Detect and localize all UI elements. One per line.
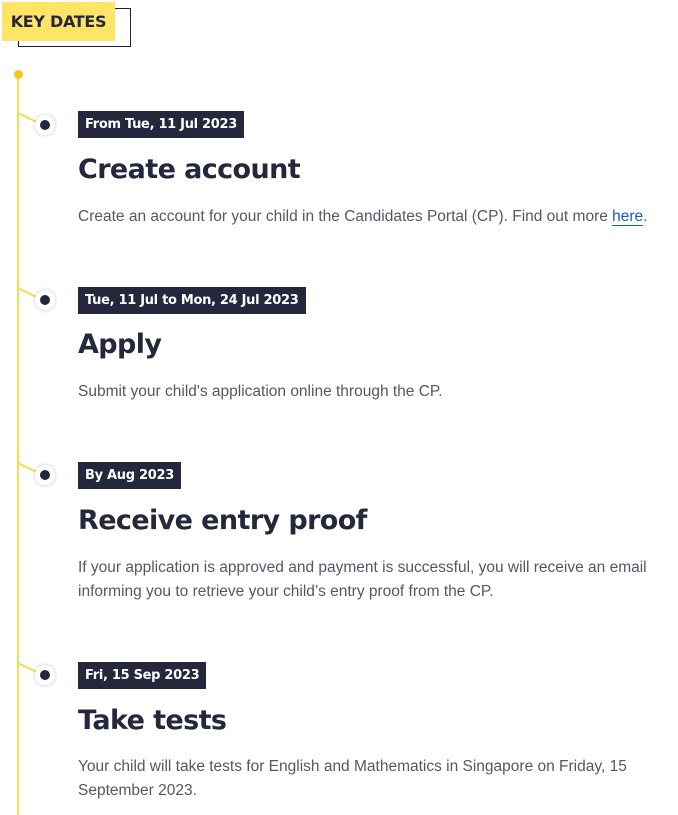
date-badge: Fri, 15 Sep 2023 bbox=[78, 662, 206, 689]
timeline-node bbox=[35, 465, 55, 485]
description-text: Create an account for your child in the Candidates Portal (CP). Find out more bbox=[78, 208, 613, 225]
timeline-node bbox=[35, 115, 55, 135]
timeline-line bbox=[17, 74, 19, 815]
timeline-node bbox=[35, 290, 55, 310]
milestone-description bbox=[78, 205, 668, 229]
description-text-end: . bbox=[643, 208, 648, 225]
timeline-start-dot bbox=[14, 70, 23, 79]
find-out-more-link[interactable]: here bbox=[612, 208, 644, 225]
timeline-node bbox=[35, 665, 55, 685]
milestone-title: Create account bbox=[78, 154, 301, 185]
date-badge: By Aug 2023 bbox=[78, 462, 181, 489]
milestone-title: Apply bbox=[78, 329, 162, 360]
date-badge: Tue, 11 Jul to Mon, 24 Jul 2023 bbox=[78, 287, 306, 314]
milestone-description: Submit your child's application online through the CP. bbox=[78, 383, 443, 400]
milestone-description: If your application is approved and payment is successful, you will receive an email informing you to retrieve your child’s entry proof from the CP. bbox=[78, 559, 647, 600]
milestone-title: Take tests bbox=[78, 705, 227, 736]
milestone-title: Receive entry proof bbox=[78, 505, 367, 536]
milestone-description: Your child will take tests for English and Mathematics in Singapore on Friday, 15 September 2023. bbox=[78, 758, 627, 799]
key-dates-heading: KEY DATES bbox=[2, 2, 115, 41]
date-badge: From Tue, 11 Jul 2023 bbox=[78, 111, 244, 138]
